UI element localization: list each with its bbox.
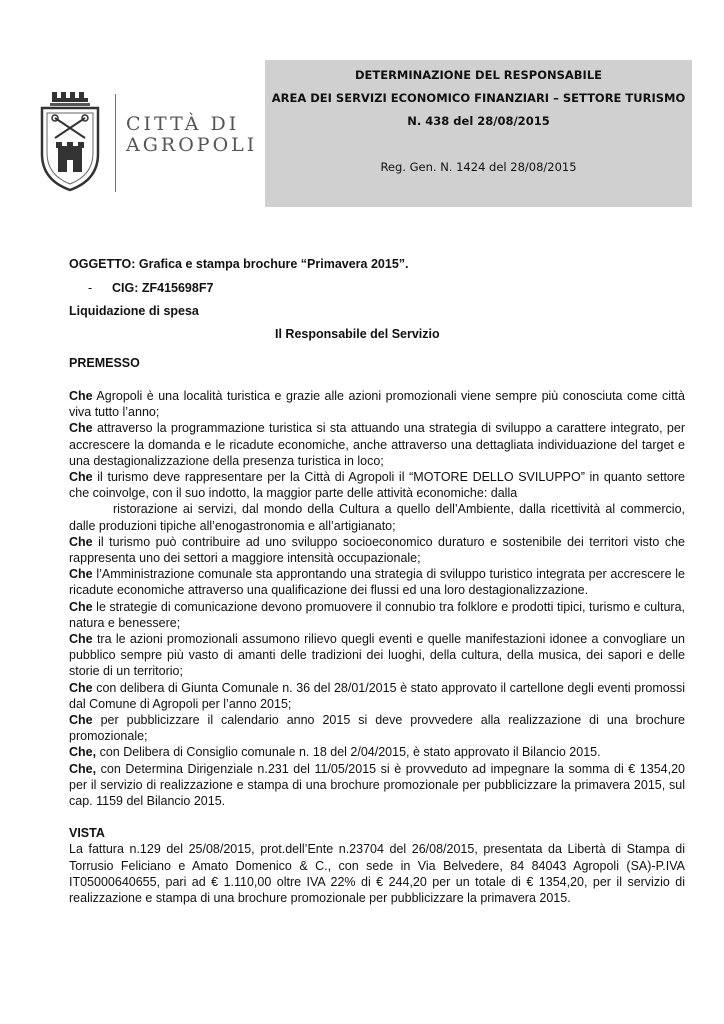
header-title: DETERMINAZIONE DEL RESPONSABILE — [354, 68, 603, 82]
vista-paragraph: La fattura n.129 del 25/08/2015, prot.dell’Ente n.23704 del 26/08/2015, presentata da Libertà di Stampa di Torrusio Feliciano e Amato Domenico & C., con sede in Via Belvedere, 84 84043 Agropoli (SA)-P.IVA IT05000640655, pari ad € 1.110,00 oltre IVA 22% di € 244,20 per un totale di € 1354,20, per il servizio di realizzazione e stampa di una brochure promozionale per pubblicizzare la primavera 2015. — [69, 842, 685, 906]
paragraph: Che il turismo deve rappresentare per la Città di Agropoli il “MOTORE DELLO SVILUPPO” in quanto settore che coinvolge, con il suo indotto, la maggior parte delle attività economiche: dalla — [69, 470, 685, 501]
header-box — [265, 60, 692, 207]
cig-code: CIG: ZF415698F7 — [112, 281, 214, 295]
paragraph: Che con delibera di Giunta Comunale n. 36 del 28/01/2015 è stato approvato il cartellone degli eventi promossi dal Comune di Agropoli per l’anno 2015; — [69, 680, 685, 711]
paragraph: Che Agropoli è una località turistica e grazie alle azioni promozionali viene sempre più conosciuta come città viva tutto l’anno; — [69, 389, 685, 420]
responsabile-label: Il Responsabile del Servizio — [275, 327, 440, 341]
paragraph-continued: ristorazione ai servizi, dal mondo della Cultura a quello dell’Ambiente, dalla ricettività al commercio, dalle produzioni tipiche all’enogastronomia e all’artigianato; — [69, 502, 685, 533]
paragraph: Che tra le azioni promozionali assumono rilievo quegli eventi e quelle manifestazioni idonee a convogliare un pubblico sempre più vasto di amanti delle tradizioni dei luoghi, della cultura, della musica, dei sapori e delle storie di un territorio; — [69, 632, 685, 679]
paragraph: Che le strategie di comunicazione devono promuovere il connubio tra folklore e prodotti tipici, turismo e cultura, natura e benessere; — [69, 599, 685, 630]
paragraph: Che, con Determina Dirigenziale n.231 del 11/05/2015 si è provveduto ad impegnare la somma di € 1354,20 per il servizio di realizzazione e stampa di una brochure promozionale per pubblicizzare la primavera 2015, sul cap. 1159 del Bilancio 2015. — [69, 761, 685, 809]
city-name-line1: CITTÀ DI — [126, 113, 240, 135]
logo-divider — [115, 94, 116, 192]
paragraph: Che, con Delibera di Consiglio comunale n. 18 del 2/04/2015, è stato approvato il Bilancio 2015. — [69, 745, 601, 760]
header-area: AREA DEI SERVIZI ECONOMICO FINANZIARI – SETTORE TURISMO — [271, 91, 686, 105]
cig-dash: - — [88, 281, 93, 295]
paragraph: Che l’Amministrazione comunale sta approntando una strategia di sviluppo turistico integrata per accrescere le ricadute economiche attraverso una qualificazione dei flussi ed una loro destagionalizzazione. — [69, 567, 685, 598]
paragraph: Che per pubblicizzare il calendario anno 2015 si deve provvedere alla realizzazione di una brochure promozionale; — [69, 713, 685, 744]
paragraph: Che attraverso la programmazione turistica si sta attuando una strategia di sviluppo a carattere integrato, per accrescere la domanda e le ricadute economiche, anche attraverso una dettagliata individuazione del target e una destagionalizzazione della presenza turistica in loco; — [69, 421, 685, 468]
liquidazione-label: Liquidazione di spesa — [69, 304, 199, 318]
crest-icon — [38, 92, 102, 192]
paragraph: Che il turismo può contribuire ad uno sviluppo socioeconomico duraturo e sostenibile dei territori visto che rappresenta uno dei settori a maggiore intensità occupazionale; — [69, 534, 685, 566]
city-name-line2: AGROPOLI — [126, 134, 258, 156]
city-name — [126, 114, 257, 156]
oggetto-title: OGGETTO: Grafica e stampa brochure “Primavera 2015”. — [69, 257, 409, 271]
header-number: N. 438 del 28/08/2015 — [407, 114, 550, 128]
vista-heading: VISTA — [69, 826, 105, 841]
document-body — [69, 388, 685, 906]
city-logo — [38, 92, 258, 196]
header-registration: Reg. Gen. N. 1424 del 28/08/2015 — [380, 160, 577, 174]
premesso-heading: PREMESSO — [69, 356, 140, 370]
